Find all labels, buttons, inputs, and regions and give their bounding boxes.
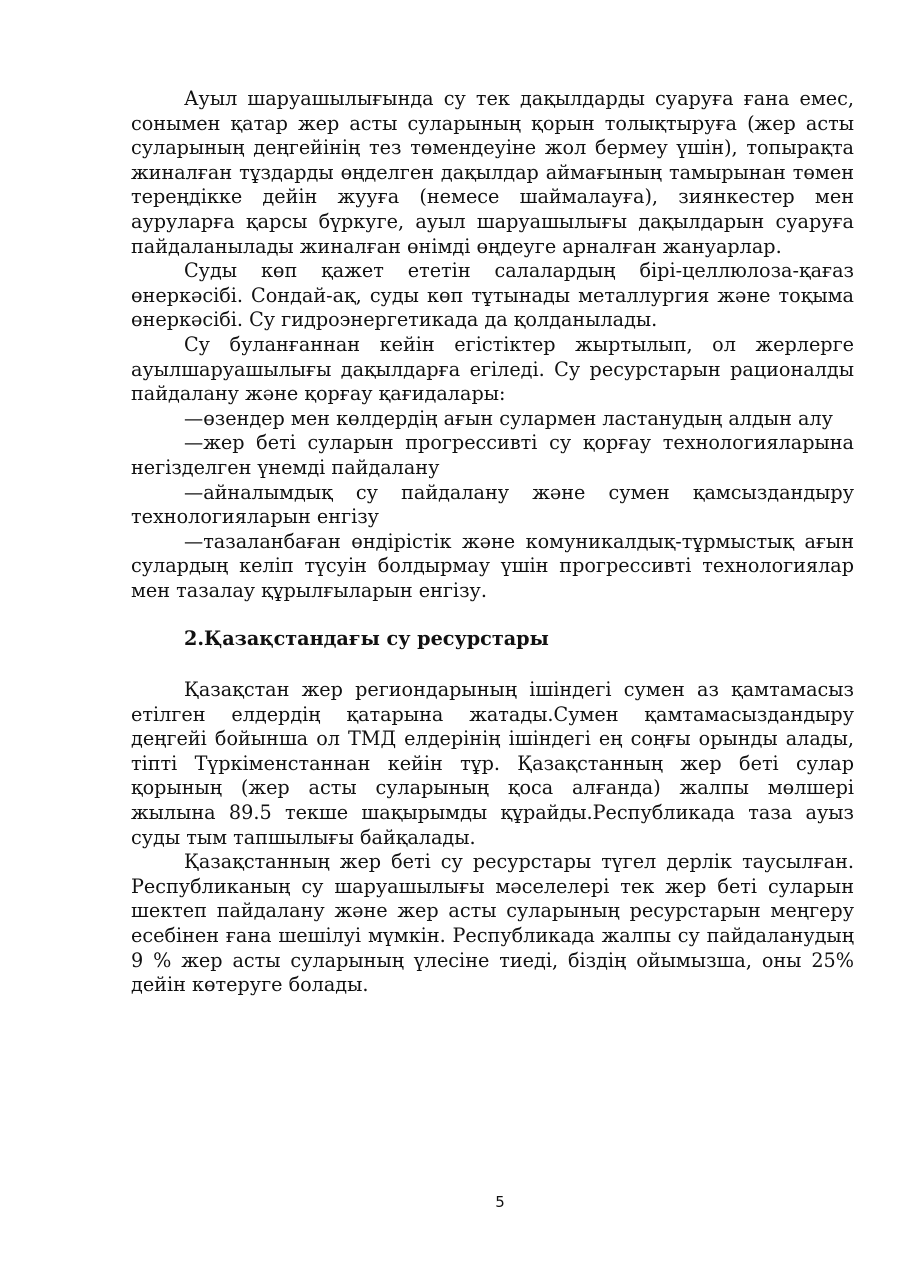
page-body	[131, 87, 854, 998]
paragraph-industry-water-use: Суды көп қажет ететін салалардың бірі-целлюлоза-қағаз өнеркәсібі. Сондай-ақ, суды көп тұтынады металлургия және тоқыма өнеркәсібі. Су гидроэнергетикада да қолданылады.	[131, 259, 854, 332]
section-heading: 2.Қазақстандағы су ресурстары	[184, 627, 549, 651]
list-item-pollution-prevention: —өзендер мен көлдердің ағын сулармен ластанудың алдын алу	[184, 406, 833, 430]
list-item-recycling-technologies: —айналымдық су пайдалану және сумен қамсыздандыру технологияларын енгізу	[131, 480, 854, 529]
paragraph-protection-principles: Су буланғаннан кейін егістіктер жыртылып, ол жерлерге ауылшаруашылығы дақылдарға егіледі. Су ресурстарын рационалды пайдалану және қорғау қағидалары:	[131, 332, 854, 406]
list-item-surface-water-use: —жер беті суларын прогрессивті су қорғау технологияларына негізделген үнемді пайдалану	[131, 431, 854, 479]
paragraph-agriculture-water-use: Ауыл шаруашылығында су тек дақылдарды суаруға ғана емес, сонымен қатар жер асты суларының қорын толықтыруға (жер асты суларының деңгейінің тез төмендеуіне жол бермеу үшін), топырақта жиналған тұздарды өңделген дақылдар аймағының тамырынан төмен тереңдікке дейін жууға (немесе шаймалауға), зиянкестер мен ауруларға қарсы бүркуге, ауыл шаруашылығы дақылдарын суаруға пайдаланылады жиналған өнімді өңдеуге арналған жануарлар.	[131, 87, 854, 258]
paragraph-kazakhstan-water-supply: Қазақстан жер региондарының ішіндегі сумен аз қамтамасыз етілген елдердің қатарына жатады.Сумен қамтамасыздандыру деңгейі бойынша ол ТМД елдерінің ішіндегі ең соңғы орынды алады, тіпті Түркіменстаннан кейін тұр. Қазақстанның жер беті сулар қорының (жер асты суларының қоса алғанда) жалпы мөлшері жылына 89.5 текше шақырымды құрайды.Республикада таза ауыз суды тым тапшылығы байқалады.	[131, 678, 854, 849]
list-item-treatment-facilities: —тазаланбаған өндірістік және комуникалдық-тұрмыстық ағын сулардың келіп түсуін болдырмау үшін прогрессивті технологиялар мен тазалау құрылғыларын енгізу.	[131, 529, 854, 602]
page-number: 5	[495, 1193, 505, 1211]
paragraph-kazakhstan-surface-resources: Қазақстанның жер беті су ресурстары түгел дерлік таусылған. Республиканың су шаруашылығы мәселелері тек жер беті суларын шектеп пайдалану және жер асты суларының ресурстарын меңгеру есебінен ғана шешілуі мүмкін. Республикада жалпы су пайдаланудың 9 % жер асты суларының үлесіне тиеді, біздің ойымызша, оны 25% дейін көтеруге болады.	[131, 850, 854, 997]
